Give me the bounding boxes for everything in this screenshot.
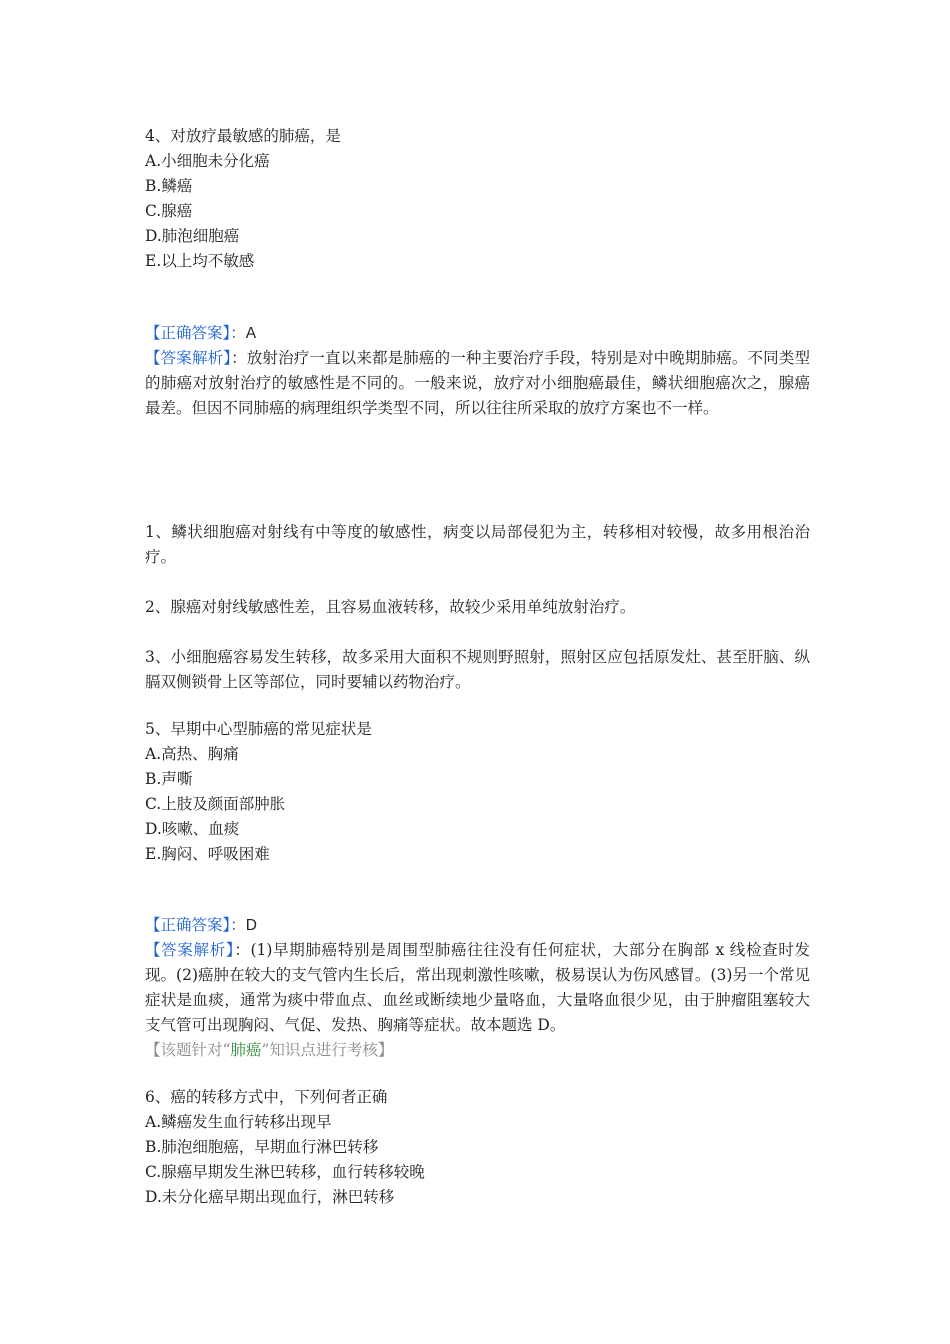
q4-analysis [145, 346, 810, 421]
q4-option-b: B.鳞癌 [145, 177, 193, 195]
q6-option-b: B.肺泡细胞癌，早期血行淋巴转移 [145, 1138, 379, 1156]
note-2: 2、腺癌对射线敏感性差，且容易血液转移，故较少采用单纯放射治疗。 [145, 598, 636, 616]
q4-analysis-label: 【答案解析】 [145, 349, 232, 367]
q4-analysis-text: ：放射治疗一直以来都是肺癌的一种主要治疗手段，特别是对中晚期肺癌。不同类型的肺癌对放射治疗的敏感性是不同的。一般来说，放疗对小细胞癌最佳，鳞状细胞癌次之，腺癌最差。但因不同肺癌的病理组织学类型不同，所以往往所采取的放疗方案也不一样。 [145, 349, 810, 417]
q5-topic-note [145, 1038, 393, 1063]
q5-option-b: B.声嘶 [145, 770, 193, 788]
q5-analysis-text: ：(1)早期肺癌特别是周围型肺癌往往没有任何症状，大部分在胸部 x 线检查时发现。(2)癌肿在较大的支气管内生长后，常出现刺激性咳嗽，极易误认为伤风感冒。(3)另一个常见症状是血痰，通常为痰中带血点、血丝或断续地少量咯血，大量咯血很少见，由于肿瘤阻塞较大支气管可出现胸闷、气促、发热、胸痛等症状。故本题选 D。 [145, 941, 810, 1034]
q5-analysis-label: 【答案解析】 [145, 941, 235, 959]
q5-topic-name: 肺癌 [230, 1041, 262, 1059]
q5-stem: 5、早期中心型肺癌的常见症状是 [145, 720, 372, 738]
q5-answer-label: 【正确答案】： [145, 916, 246, 934]
q5-option-a: A.高热、胸痛 [145, 745, 239, 763]
q4-option-e: E.以上均不敏感 [145, 252, 255, 270]
q5-topic-suffix: ”知识点进行考核】 [261, 1041, 394, 1059]
note-1: 1、鳞状细胞癌对射线有中等度的敏感性，病变以局部侵犯为主，转移相对较慢，故多用根治治疗。 [145, 523, 810, 566]
q4-answer-label: 【正确答案】： [145, 324, 246, 342]
q4-answer [145, 321, 256, 346]
q4-option-d: D.肺泡细胞癌 [145, 227, 240, 245]
q5-answer [145, 913, 257, 938]
q4-option-c: C.腺癌 [145, 202, 193, 220]
q5-option-e: E.胸闷、呼吸困难 [145, 845, 270, 863]
q6-stem: 6、癌的转移方式中，下列何者正确 [145, 1088, 388, 1106]
q6-option-c: C.腺癌早期发生淋巴转移，血行转移较晚 [145, 1163, 425, 1181]
q6-option-d: D.未分化癌早期出现血行，淋巴转移 [145, 1188, 395, 1206]
q4-option-a: A.小细胞未分化癌 [145, 152, 270, 170]
q6-option-a: A.鳞癌发生血行转移出现早 [145, 1113, 332, 1131]
q5-option-c: C.上肢及颜面部肿胀 [145, 795, 286, 813]
q5-answer-value: D [245, 917, 257, 934]
q5-analysis [145, 938, 810, 1038]
q5-option-d: D.咳嗽、血痰 [145, 820, 240, 838]
q5-topic-prefix: 【该题针对“ [145, 1041, 231, 1059]
q4-stem: 4、对放疗最敏感的肺癌，是 [145, 127, 341, 145]
q4-answer-value: A [245, 325, 257, 342]
note-3: 3、小细胞癌容易发生转移，故多采用大面积不规则野照射，照射区应包括原发灶、甚至肝脑、纵膈双侧锁骨上区等部位，同时要辅以药物治疗。 [145, 648, 810, 691]
